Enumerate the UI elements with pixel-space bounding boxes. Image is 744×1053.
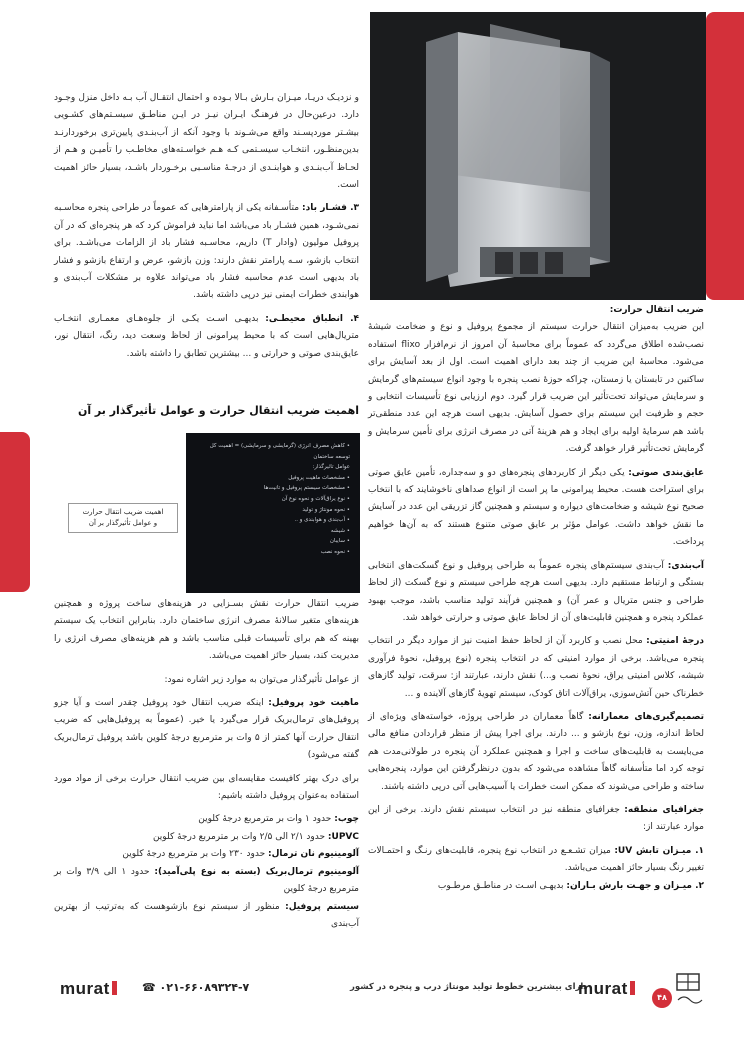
paragraph-text: گاهاً معماران در طراحی پروژه، خواسته‌های ویژه‌ای از لحاظ اندازه، وزن، نوع بازشو و ... دارند. برای اجرا پیش از منظر قراردادن منافع مالی می‌بایست به قابلیت‌های ساخت و اجرا و همچنین عملکرد آن پنجره در طولانی‌مدت هم توجه کرد اما متأسفانه گاهاً مشاهده می‌شود که بدون درنظرگرفتن این موارد، پنجره‌هایی ساخته و طراحی می‌شوند که ممکن است خطرات یا آسیب‌هایی آتی درپی داشته باشند. <box>368 711 704 792</box>
value-thermal-break <box>54 864 359 899</box>
phone-number <box>142 981 249 994</box>
label-thermal-break: آلومینیوم ترمال‌بریک (بسته به نوع پلی‌آمید): <box>154 866 359 877</box>
window-logo-icon <box>674 970 704 1010</box>
heading-heat-transfer <box>368 302 704 319</box>
paragraph: این ضریب به‌میزان انتقال حرارت سیستم از مجموع پروفیل و نوع و ضخامت شیشهٔ نصب‌شده اطلاق می‌گردد که عموماً برای محاسبهٔ آن امروز از نرم‌افزار flixo استفاده می‌شود. محاسبهٔ این ضریب از چند بعد دارای اهمیت است. اول از بعد آسایش برای ساکنین در تابستان یا زمستان، چراکه حوزهٔ نصب پنجره با وجود انواع سیستم‌های گرمایش و سرمایش می‌تواند تحت‌تأثیر این ضریب قرار گیرد. دوم ارزیابی نوع تأسیسات انتخابی و حجم و ظرفیت این سیستم برای حصول آسایش. بدیهی است هرچه این عدد منطقی‌تر باشد هم سرمایهٔ اولیه برای ایجاد و هم هزینهٔ آتی در مصرف انرژی برای تأمین سرمایش و گرمایش تحت‌تأثیر قرار خواهد گرفت. <box>368 322 704 455</box>
page-footer <box>54 970 704 1010</box>
text-aluminium: حدود ۲۳۰ وات بر مترمربع درجهٔ کلوین <box>122 849 269 860</box>
paragraph-uv <box>368 843 704 878</box>
window-profile-photo <box>370 12 706 300</box>
label-wood: چوب: <box>334 814 359 825</box>
phone-text: ۰۲۱-۶۶۰۸۹۳۲۴-۷ <box>159 981 250 994</box>
paragraph-sound <box>368 465 704 552</box>
panel-item: • نوع یراق‌آلات و نحوه نوع آن <box>281 495 350 502</box>
paragraph-text: بدیهـی اسـت یکـی از جلوه‌هـای معمـاری انتخـاب متریال‌هایی است که با محیط پیرامونی از لحاظ وسعت دید، رنگ، انتقال نور، عایق‌بندی صوتی و حرارتی و ... بیشترین تطابق را داشته باشد. <box>54 313 359 359</box>
panel-item: توسعه ساختمان <box>313 453 350 460</box>
text-profile-system: منظور از سیستم نوع بازشوهست که به‌ترتیب از بهترین آب‌بندی <box>54 901 359 929</box>
murat-logo-secondary <box>578 979 635 999</box>
text-thermal-break: حدود ۱ الی ۳/۹ وات بر مترمربع درجهٔ کلوین <box>54 866 359 895</box>
paragraph-text: اینکه ضریب انتقال خود پروفیل چقدر است و آیا جزو پروفیل‌های ترمال‌بریک قرار می‌گیرد یا خیر. (عموماً به پروفیل‌هایی که ضریب انتقال حرارت آنها کمتر از ۵ وات بر مترمربع درجهٔ کلوین باشد پروفیل ترمال‌بریک گفته می‌شود) <box>54 698 360 761</box>
right-column-text <box>368 302 704 895</box>
heading-uv: ۱. میـزان تابش UV: <box>614 845 704 856</box>
paragraph-text: محل نصب و کاربرد آن از لحاظ حفظ امنیت نیز از موارد دیگر در انتخاب پنجره می‌باشد. برخی از موارد امنیتی که در انتخاب پنجره (نوع پروفیل، نحوهٔ فرآوری شیشه، کلاس امنیتی یراق، نحوهٔ نصب و...) نقش دارند، عبارتند از: سرقت، تولید گازهای خطرناک حین آتش‌سوزی، یراق‌آلات اتاق کودک، سیستم تهویهٔ گازهای آلاینده و ... <box>368 636 704 699</box>
paragraph-geography <box>368 802 704 837</box>
value-upvc <box>54 829 359 846</box>
text-upvc: حدود ۲/۱ الی ۲/۵ وات بر مترمربع درجهٔ کلوین <box>152 831 328 842</box>
paragraph-text: بدیهـی اسـت در مناطـق مرطـوب <box>437 880 567 891</box>
panel-item: • آب‌بندی و هوابندی و .. <box>294 517 350 524</box>
heading-security: درجهٔ امنیتی: <box>646 636 704 647</box>
murat-logo <box>60 979 117 999</box>
page-number-badge: ۴۸ <box>652 988 672 1008</box>
label-upvc: UPVC: <box>327 831 359 842</box>
value-aluminium <box>54 846 359 863</box>
value-wood <box>54 811 359 828</box>
paragraph: از عوامل تأثیرگذار می‌توان به موارد زیر اشاره نمود: <box>164 674 359 685</box>
paragraph-architecture <box>368 709 704 796</box>
paragraph-waterproofing <box>368 558 704 628</box>
magazine-brand-mark <box>652 970 704 1010</box>
heading-waterproofing: آب‌بندی: <box>667 560 704 571</box>
panel-item: • مشخصات ماهیت پروفیل <box>288 474 350 481</box>
paragraph: ضریب انتقال حرارت نقش بسـزایی در هزینه‌های ساخت پروژه و همچنین هزینه‌های متغیر سالانهٔ مصرف انرژی ساختمان دارد. بنابراین انتخاب یک سیستم بهینه که هم برای تأسیسات قبلی مناسب باشد و هم هزینه‌های مصرف انرژی را مدیریت کند، بسیار حائز اهمیت می‌باشد. <box>54 599 359 662</box>
red-accent-bar-top <box>706 12 744 300</box>
panel-item: • شیشه <box>330 527 350 534</box>
panel-item: • کاهش مصرف انرژی (گرمایشی و سرمایشی) = اهمیت کل <box>209 443 350 449</box>
logo-text: murat <box>60 979 110 998</box>
value-profile-system <box>54 899 359 934</box>
paragraph: و نزدیـک دریـا، میـزان بـارش بـالا بـوده و احتمال انتقـال آب بـه داخل منزل وجـود دارد. درعین‌حال در فرهنـگ ایـران نیـز در ایـن مناطـق سیسـتم‌های کشـویی بیشـتر مورد‌پسـند واقع می‌شـوند با وجود آنکه از آب‌بنـدی پایین‌تری برخوردارنـد بدین‌منظـور، انتخـاب سیسـتمی کـه هـم خواسـته‌های مخاطـب را تأمیـن و هـم از لحـاظ آب‌بنـدی و هوابنـدی از درجـهٔ مناسـبی برخـوردار باشـد، بسیار حائز اهمیت است. <box>54 93 359 191</box>
heading-text: ضریب انتقال حرارت: <box>609 305 704 315</box>
heading-environment: ۴. انطباق محیطـی: <box>265 313 359 324</box>
section-title: اهمیت ضریب انتقال حرارت و عوامل تأثیرگذار بر آن <box>77 404 359 417</box>
logo-mark-icon <box>630 981 635 995</box>
paragraph-text: متأسـفانه یکی از پارامترهایی که عموماً در طراحی پنجره محاسـبه نمی‌شـود، همین فشـار باد می‌باشد اما نباید فراموش کرد که هر پنجره‌ای که در آن پروفیل مولیون (وادار T) داریم، محاسـبه فشار باد از الزامات می‌باشـد. برای انتخاب بازشو، سـه پارامتر نقش دارند: وزن بازشو، عرض و ارتفاع بازشو و فشار باد بدیهی است عدم محاسبه فشار باد می‌تواند علاوه بر مشکلات آب‌بندی و هوابندی خطرات ایمنی نیز درپی داشته باشد. <box>54 203 359 301</box>
callout-line-2: و عوامل تأثیرگذار بر آن <box>88 519 158 527</box>
logo-text: murat <box>578 979 628 998</box>
panel-item: • نحوه نصب <box>320 548 350 555</box>
paragraph-text: میزان تشـعـع در انتخاب نوع پنجره، قابلیت‌های رنـگ و احتمـالات تغییر رنگ بسیار حائز اهمیت می‌باشد. <box>368 845 704 874</box>
panel-item: • نحوه مونتاژ و تولید <box>302 506 350 513</box>
heading-geography: جغرافیای منطقه: <box>624 804 704 815</box>
heading-sound: عایق‌بندی صوتی: <box>628 467 705 478</box>
panel-item: عوامل تاثیرگذار: <box>312 464 350 471</box>
panel-item: • مشخصات سیستم پروفیل و تانیت‌ها <box>263 485 350 492</box>
footer-slogan: دارای بیشترین خطوط تولید مونتاژ درب و پنجره در کشور <box>350 982 588 992</box>
label-profile-system: سیستم پروفیل: <box>285 901 359 912</box>
paragraph-profile-nature <box>54 695 359 765</box>
window-section-illustration <box>370 12 706 300</box>
panel-item: • سایبان <box>329 538 350 545</box>
factors-slide-panel <box>186 433 360 593</box>
left-column-middle-text <box>54 596 359 933</box>
paragraph-environment <box>54 311 359 363</box>
phone-icon: ☎ <box>142 981 160 994</box>
paragraph-security <box>368 633 704 703</box>
label-aluminium: آلومینیوم نان ترمال: <box>268 849 359 860</box>
text-wood: حدود ۱ وات بر مترمربع درجهٔ کلوین <box>198 814 335 825</box>
slide-title-callout <box>68 503 178 533</box>
red-accent-bar-middle <box>0 432 30 592</box>
heading-rain: ۲. میـزان و جهـت بارش بـاران: <box>566 880 704 891</box>
paragraph-rain <box>368 878 704 895</box>
logo-mark-icon <box>112 981 117 995</box>
heading-profile-nature: ماهیت خود پروفیل: <box>268 698 359 709</box>
paragraph-text: آب‌بندی سیستم‌های پنجره عموماً به طراحی پروفیل و نوع گسکت‌های انتخابی بستگی و ارتباط مستقیم دارد. بدیهی است هرچه طراحی سیستم و نوع گسکت (از لحاظ طراحی و جنس متریال و عمر آن) و همچنین فرآیند تولید مناسب باشد، موجب بهبود عملکرد پنجره و همچنین قابلیت‌های آن از لحاظ عایق صوتی و حرارتی خواهد شد. <box>368 560 704 623</box>
heading-wind-pressure: ۳. فشـار باد: <box>302 203 359 214</box>
paragraph: برای درک بهتر کافیست مقایسه‌ای بین ضریب انتقال حرارت برخی از مواد مورد استفاده به‌عنوان پروفیل داشته باشیم: <box>54 773 359 802</box>
left-column-top-text <box>54 90 359 369</box>
callout-line-1: اهمیت ضریب انتقال حرارت <box>82 508 164 516</box>
paragraph-text: جغرافیای منطقه نیز در انتخاب سیستم نقش دارند. برخی از این موارد عبارتند از: <box>368 804 704 833</box>
heading-architecture: تصمیم‌گیری‌های معمارانه: <box>588 711 704 722</box>
paragraph-text: یکی دیگر از کاربردهای پنجره‌های دو و سه‌جداره، تأمین عایق صوتی برای استراحت هست. محیط پیرامونی ما پر است از انواع صداهای ناخوشایند که با انتخاب صحیح نوع شیشه و ضخامت‌های دیواره و سیستم و همچنین گاز تزریقی این عدد در آسایش ما نقش خواهد داشت. عوامل مؤثر بر عایق صوتی متنوع هستند که به آن‌ها خواهیم پرداخت. <box>368 467 704 548</box>
paragraph-wind-pressure <box>54 200 359 304</box>
